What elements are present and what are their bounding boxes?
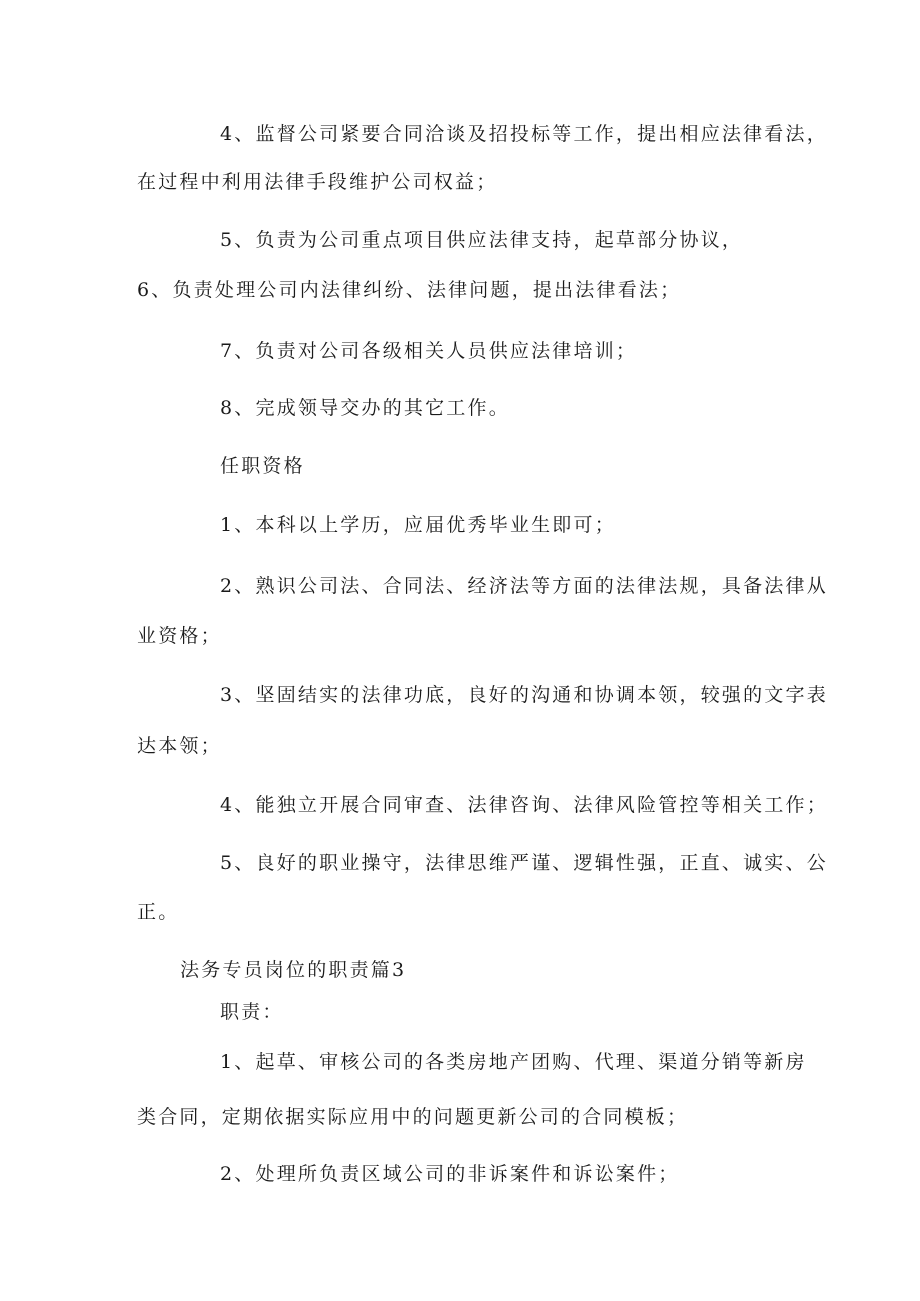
paragraph-qualification-5-line-2: 正。 [137, 901, 180, 923]
paragraph-duty-4-line-1: 4、监督公司紧要合同洽谈及招投标等工作，提出相应法律看法， [220, 123, 828, 145]
paragraph-qualification-1: 1、本科以上学历，应届优秀毕业生即可； [220, 514, 616, 536]
paragraph-part3-duty-1-line-1: 1、起草、审核公司的各类房地产团购、代理、渠道分销等新房 [220, 1051, 807, 1073]
paragraph-duty-6: 6、负责处理公司内法律纠纷、法律问题，提出法律看法； [137, 279, 682, 301]
section-title-duties: 职责： [220, 1001, 284, 1023]
paragraph-qualification-4: 4、能独立开展合同审查、法律咨询、法律风险管控等相关工作； [220, 794, 828, 816]
paragraph-qualification-2-line-2: 业资格； [137, 625, 222, 647]
paragraph-part3-duty-1-line-2: 类合同，定期依据实际应用中的问题更新公司的合同模板； [137, 1106, 689, 1128]
paragraph-qualification-3-line-1: 3、坚固结实的法律功底，良好的沟通和协调本领，较强的文字表 [220, 684, 828, 706]
paragraph-part3-duty-2: 2、处理所负责区域公司的非诉案件和诉讼案件； [220, 1163, 680, 1185]
paragraph-duty-5: 5、负责为公司重点项目供应法律支持，起草部分协议， [220, 229, 744, 251]
paragraph-duty-4-line-2: 在过程中利用法律手段维护公司权益； [137, 171, 498, 193]
paragraph-qualification-2-line-1: 2、熟识公司法、合同法、经济法等方面的法律法规，具备法律从 [220, 575, 828, 597]
section-heading-part-3: 法务专员岗位的职责篇3 [180, 959, 407, 981]
paragraph-duty-8: 8、完成领导交办的其它工作。 [220, 397, 510, 419]
paragraph-duty-7: 7、负责对公司各级相关人员供应法律培训； [220, 340, 638, 362]
paragraph-qualification-3-line-2: 达本领； [137, 735, 222, 757]
paragraph-qualification-5-line-1: 5、良好的职业操守，法律思维严谨、逻辑性强，正直、诚实、公 [220, 852, 828, 874]
section-title-qualifications: 任职资格 [220, 455, 305, 477]
